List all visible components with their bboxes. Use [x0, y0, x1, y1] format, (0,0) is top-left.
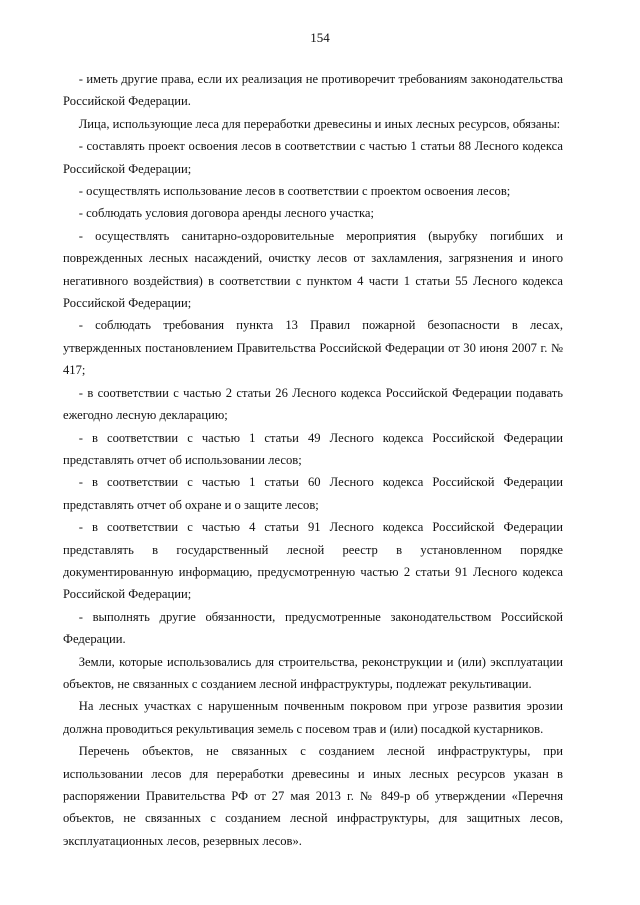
list-item: - осуществлять использование лесов в соответствии с проектом освоения лесов; — [78, 184, 511, 199]
list-item: - в соответствии с частью 1 статьи 60 Лесного кодекса Российской Федерации представлять отчет об охране и о защите лесов; — [63, 475, 563, 512]
paragraph: Перечень объектов, не связанных с созданием лесной инфраструктуры, при использовании лесов для переработки древесины и иных лесных ресурсов указан в распоряжении Правительства РФ от 27 мая 2013 г. № 849-р об утверждении «Перечня объектов, не связанных с созданием лесной инфраструктуры, для защитных лесов, эксплуатационных лесов, резервных лесов». — [63, 744, 563, 848]
paragraph: Земли, которые использовались для строительства, реконструкции и (или) эксплуатации объектов, не связанных с созданием лесной инфраструктуры, подлежат рекультивации. — [63, 654, 563, 691]
paragraph: На лесных участках с нарушенным почвенным покровом при угрозе развития эрозии должна проводиться рекультивация земель с посевом трав и (или) посадкой кустарников. — [63, 699, 563, 736]
list-item: - в соответствии с частью 4 статьи 91 Лесного кодекса Российской Федерации представлять в государственный лесной реестр в установленном порядке документированную информацию, предусмотренную частью 2 статьи 91 Лесного кодекса Российской Федерации; — [63, 520, 563, 602]
list-item: - соблюдать условия договора аренды лесного участка; — [78, 206, 375, 221]
document-body — [63, 68, 563, 852]
list-item: - составлять проект освоения лесов в соответствии с частью 1 статьи 88 Лесного кодекса Российской Федерации; — [63, 139, 563, 176]
list-item: - соблюдать требования пункта 13 Правил пожарной безопасности в лесах, утвержденных постановлением Правительства Российской Федерации от 30 июня 2007 г. № 417; — [63, 318, 563, 378]
page-number: 154 — [310, 30, 330, 45]
list-item: - осуществлять санитарно-оздоровительные мероприятия (вырубку погибших и поврежденных лесных насаждений, очистку лесов от захламления, загрязнения и иного негативного воздействия) в соответствии с пунктом 4 части 1 статьи 55 Лесного кодекса Российской Федерации; — [63, 228, 563, 311]
list-item: - иметь другие права, если их реализация не противоречит требованиям законодательства Российской Федерации. — [63, 72, 563, 109]
list-item: - выполнять другие обязанности, предусмотренные законодательством Российской Федерации. — [63, 609, 563, 647]
list-item: - в соответствии с частью 2 статьи 26 Лесного кодекса Российской Федерации подавать ежегодно лесную декларацию; — [63, 385, 563, 423]
paragraph: Лица, использующие леса для переработки древесины и иных лесных ресурсов, обязаны: — [78, 116, 561, 131]
list-item: - в соответствии с частью 1 статьи 49 Лесного кодекса Российской Федерации представлять отчет об использовании лесов; — [63, 430, 563, 467]
